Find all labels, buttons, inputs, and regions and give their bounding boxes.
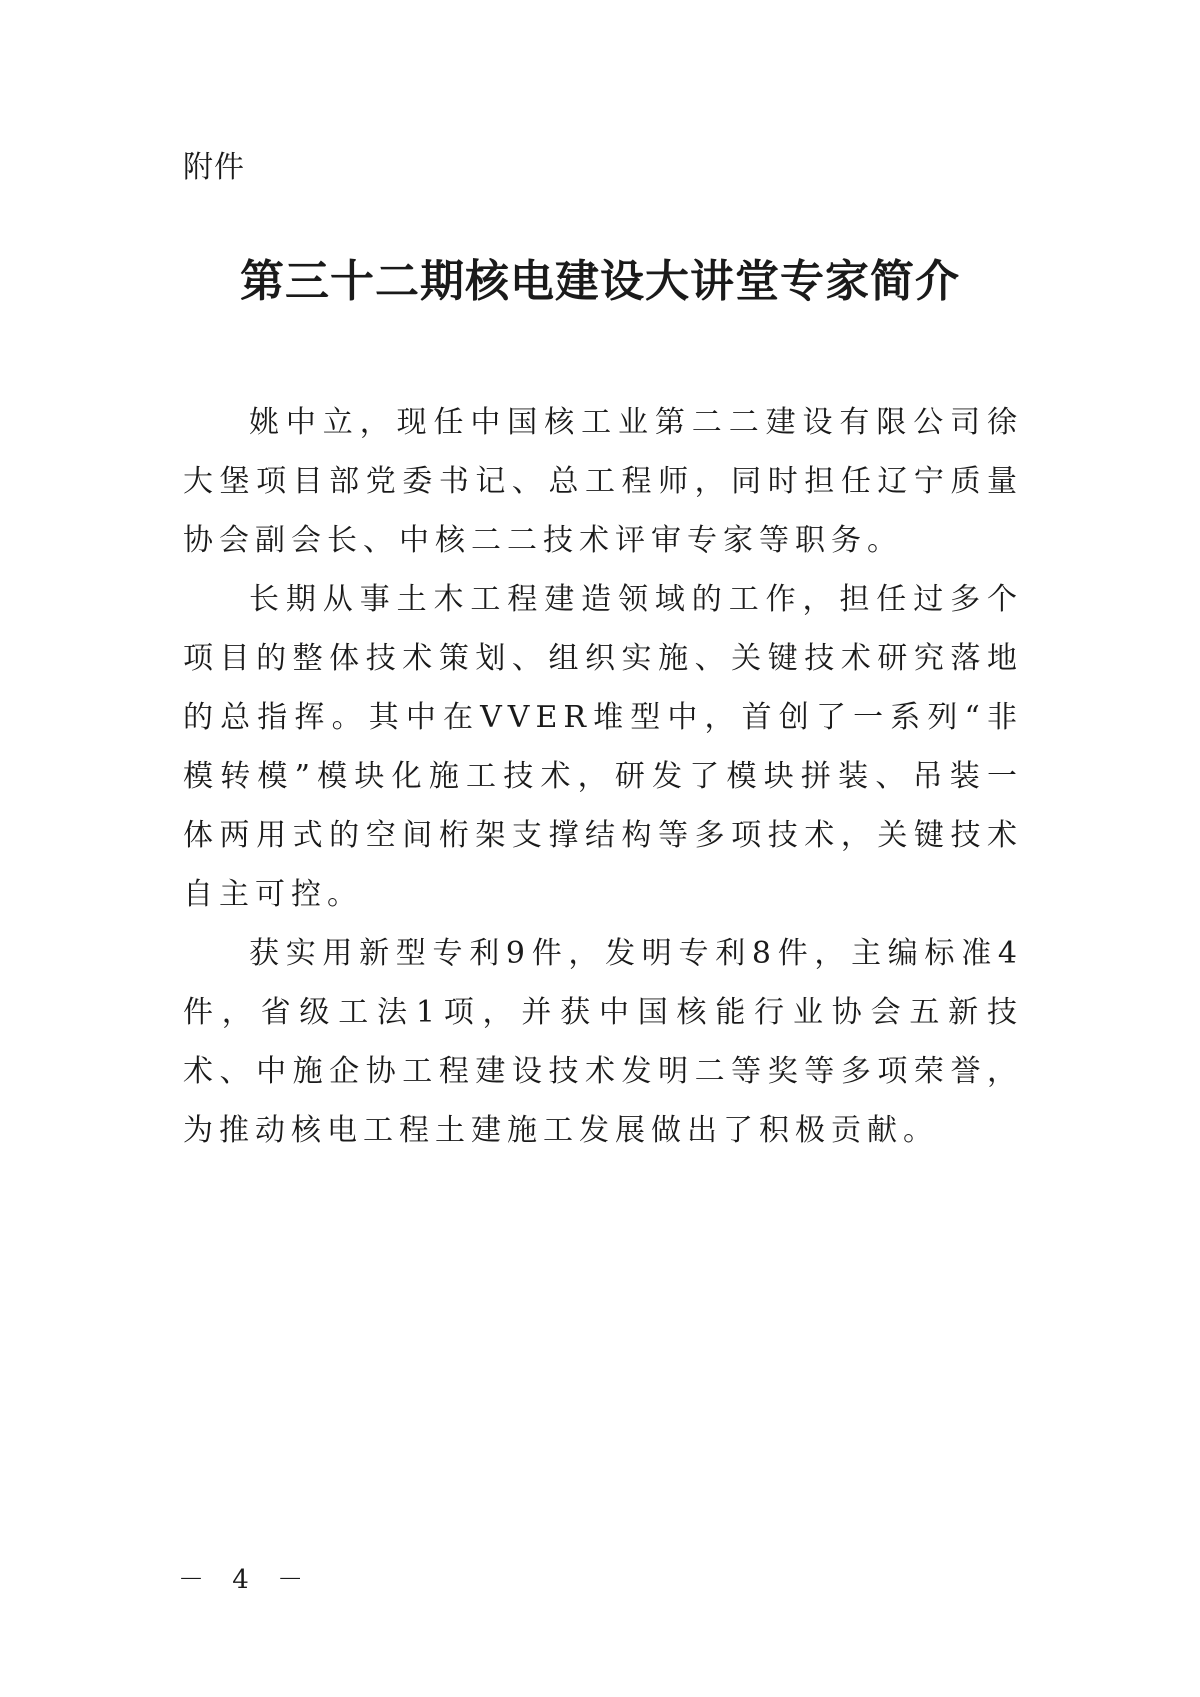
page-number: － 4 － <box>178 1565 314 1595</box>
paragraph-achievements: 获实用新型专利9件，发明专利8件，主编标准4件，省级工法1项，并获中国核能行业协会五新技术、中施企协工程建设技术发明二等奖等多项荣誉，为推动核电工程土建施工发展做出了积极贡献。 <box>183 936 1023 1148</box>
attachment-label: 附件 <box>183 150 245 185</box>
page-title: 第三十二期核电建设大讲堂专家简介 <box>240 256 960 307</box>
body-text <box>183 393 1023 1160</box>
paragraph-position: 姚中立，现任中国核工业第二二建设有限公司徐大堡项目部党委书记、总工程师，同时担任辽宁质量协会副会长、中核二二技术评审专家等职务。 <box>183 405 1023 558</box>
paragraph-experience: 长期从事土木工程建造领域的工作，担任过多个项目的整体技术策划、组织实施、关键技术研究落地的总指挥。其中在VVER堆型中，首创了一系列“非模转模”模块化施工技术，研发了模块拼装、吊装一体两用式的空间桁架支撑结构等多项技术，关键技术自主可控。 <box>183 582 1023 912</box>
